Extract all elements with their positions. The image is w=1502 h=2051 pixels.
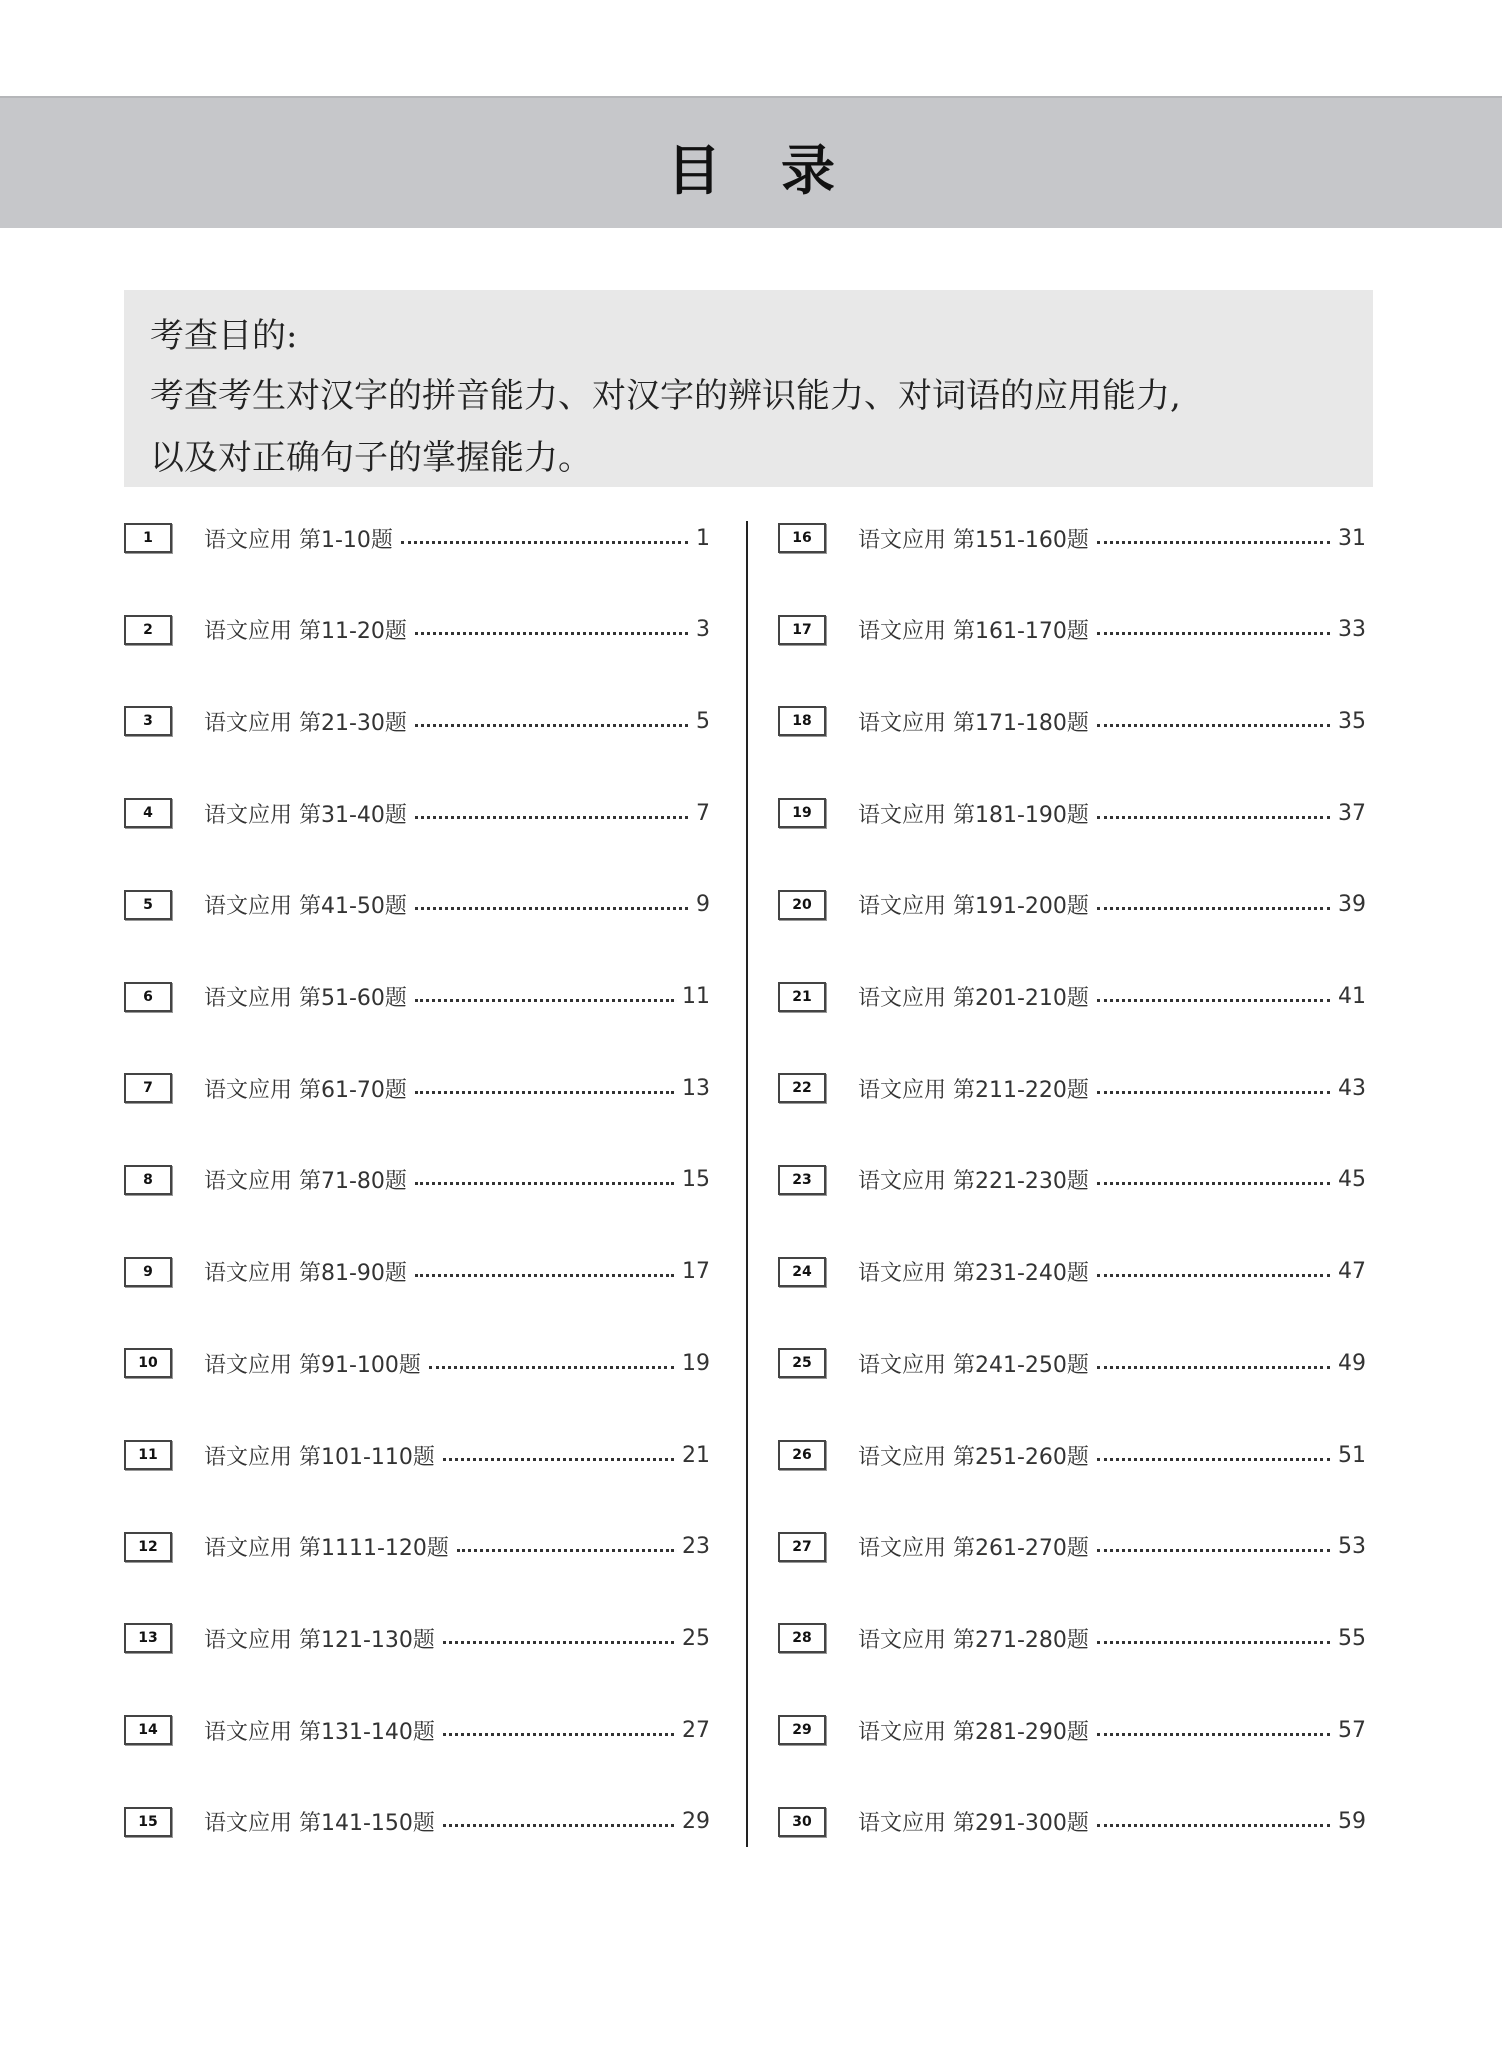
dot-leader <box>457 1549 674 1552</box>
toc-entry[interactable] <box>778 523 1366 553</box>
toc-entry[interactable] <box>124 615 710 645</box>
purpose-heading: 考查目的: <box>150 316 298 356</box>
entry-page-number: 57 <box>1338 1717 1366 1743</box>
entry-label: 语文应用 第231-240题 <box>858 1261 1089 1287</box>
toc-entry[interactable] <box>124 982 710 1012</box>
dot-leader <box>1097 1733 1330 1736</box>
toc-entry[interactable] <box>124 798 710 828</box>
entry-page-number: 31 <box>1338 525 1366 551</box>
toc-entry[interactable] <box>124 1165 710 1195</box>
dot-leader <box>415 1091 674 1094</box>
toc-entry[interactable] <box>124 523 710 553</box>
dot-leader <box>415 724 688 727</box>
entry-label: 语文应用 第1111-120题 <box>204 1536 449 1562</box>
toc-entry[interactable] <box>124 1348 710 1378</box>
entry-number-badge: 29 <box>778 1715 826 1745</box>
dot-leader <box>1097 999 1330 1002</box>
toc-entry[interactable] <box>124 1807 710 1837</box>
column-divider <box>746 521 748 1847</box>
dot-leader <box>415 816 688 819</box>
toc-entry[interactable] <box>778 798 1366 828</box>
entry-number-badge: 3 <box>124 706 172 736</box>
entry-number-badge: 22 <box>778 1073 826 1103</box>
entry-number-badge: 11 <box>124 1440 172 1470</box>
entry-label: 语文应用 第171-180题 <box>858 710 1089 736</box>
entry-page-number: 13 <box>682 1075 710 1101</box>
entry-number-badge: 27 <box>778 1532 826 1562</box>
dot-leader <box>415 999 674 1002</box>
dot-leader <box>1097 1274 1330 1277</box>
dot-leader <box>1097 1366 1330 1369</box>
entry-number-badge: 16 <box>778 523 826 553</box>
entry-page-number: 33 <box>1338 617 1366 643</box>
entry-number-badge: 12 <box>124 1532 172 1562</box>
dot-leader <box>1097 1641 1330 1644</box>
dot-leader <box>1097 907 1330 910</box>
entry-label: 语文应用 第241-250题 <box>858 1352 1089 1378</box>
entry-number-badge: 21 <box>778 982 826 1012</box>
entry-number-badge: 9 <box>124 1257 172 1287</box>
toc-entry[interactable] <box>124 1715 710 1745</box>
entry-label: 语文应用 第71-80题 <box>204 1169 407 1195</box>
entry-label: 语文应用 第41-50题 <box>204 894 407 920</box>
entry-label: 语文应用 第121-130题 <box>204 1627 435 1653</box>
dot-leader <box>1097 541 1330 544</box>
entry-number-badge: 28 <box>778 1623 826 1653</box>
toc-entry[interactable] <box>778 1440 1366 1470</box>
dot-leader <box>415 1182 674 1185</box>
toc-entry[interactable] <box>778 1532 1366 1562</box>
entry-label: 语文应用 第181-190题 <box>858 802 1089 828</box>
entry-label: 语文应用 第81-90题 <box>204 1261 407 1287</box>
entry-label: 语文应用 第21-30题 <box>204 710 407 736</box>
entry-number-badge: 1 <box>124 523 172 553</box>
dot-leader <box>1097 816 1330 819</box>
entry-page-number: 19 <box>682 1350 710 1376</box>
toc-entry[interactable] <box>124 1257 710 1287</box>
entry-label: 语文应用 第11-20题 <box>204 619 407 645</box>
dot-leader <box>443 1733 674 1736</box>
purpose-text-line-1: 考查考生对汉字的拼音能力、对汉字的辨识能力、对词语的应用能力, <box>150 376 1181 416</box>
entry-page-number: 3 <box>696 617 710 643</box>
entry-page-number: 55 <box>1338 1625 1366 1651</box>
toc-entry[interactable] <box>778 1715 1366 1745</box>
entry-page-number: 53 <box>1338 1534 1366 1560</box>
entry-number-badge: 17 <box>778 615 826 645</box>
toc-entry[interactable] <box>778 615 1366 645</box>
page-title: 目录 <box>667 139 895 202</box>
toc-entry[interactable] <box>778 982 1366 1012</box>
entry-number-badge: 8 <box>124 1165 172 1195</box>
toc-entry[interactable] <box>124 1623 710 1653</box>
dot-leader <box>1097 724 1330 727</box>
toc-entry[interactable] <box>778 1165 1366 1195</box>
entry-label: 语文应用 第291-300题 <box>858 1811 1089 1837</box>
entry-page-number: 49 <box>1338 1350 1366 1376</box>
entry-number-badge: 6 <box>124 982 172 1012</box>
toc-entry[interactable] <box>778 890 1366 920</box>
entry-label: 语文应用 第201-210题 <box>858 986 1089 1011</box>
entry-label: 语文应用 第31-40题 <box>204 802 407 828</box>
entry-page-number: 9 <box>696 892 710 918</box>
dot-leader <box>401 541 688 544</box>
entry-page-number: 59 <box>1338 1809 1366 1835</box>
toc-entry[interactable] <box>778 1073 1366 1103</box>
entry-page-number: 15 <box>682 1167 710 1193</box>
dot-leader <box>1097 1182 1330 1185</box>
entry-number-badge: 25 <box>778 1348 826 1378</box>
entry-number-badge: 14 <box>124 1715 172 1745</box>
entry-number-badge: 4 <box>124 798 172 828</box>
dot-leader <box>443 1824 674 1827</box>
toc-entry[interactable] <box>778 706 1366 736</box>
entry-label: 语文应用 第141-150题 <box>204 1811 435 1837</box>
dot-leader <box>429 1366 674 1369</box>
dot-leader <box>415 1274 674 1277</box>
dot-leader <box>415 907 688 910</box>
entry-label: 语文应用 第91-100题 <box>204 1352 421 1378</box>
entry-label: 语文应用 第151-160题 <box>858 527 1089 553</box>
entry-page-number: 1 <box>696 525 710 551</box>
entry-page-number: 7 <box>696 800 710 826</box>
entry-label: 语文应用 第131-140题 <box>204 1719 435 1745</box>
entry-number-badge: 23 <box>778 1165 826 1195</box>
entry-page-number: 37 <box>1338 800 1366 826</box>
entry-number-badge: 7 <box>124 1073 172 1103</box>
dot-leader <box>415 632 688 635</box>
toc-entry[interactable] <box>124 1440 710 1470</box>
dot-leader <box>1097 1091 1330 1094</box>
entry-number-badge: 20 <box>778 890 826 920</box>
entry-page-number: 29 <box>682 1809 710 1835</box>
purpose-text-line-2: 以及对正确句子的掌握能力。 <box>150 438 592 478</box>
entry-page-number: 45 <box>1338 1167 1366 1193</box>
dot-leader <box>1097 1549 1330 1552</box>
entry-label: 语文应用 第281-290题 <box>858 1719 1089 1745</box>
entry-number-badge: 24 <box>778 1257 826 1287</box>
entry-page-number: 51 <box>1338 1442 1366 1468</box>
entry-page-number: 5 <box>696 708 710 734</box>
purpose-box <box>124 290 1373 487</box>
entry-label: 语文应用 第271-280题 <box>858 1627 1089 1653</box>
toc-entry[interactable] <box>124 706 710 736</box>
entry-page-number: 11 <box>682 984 710 1009</box>
toc-entry[interactable] <box>778 1257 1366 1287</box>
entry-page-number: 21 <box>682 1442 710 1468</box>
entry-number-badge: 10 <box>124 1348 172 1378</box>
dot-leader <box>443 1641 674 1644</box>
entry-number-badge: 19 <box>778 798 826 828</box>
dot-leader <box>1097 1824 1330 1827</box>
entry-page-number: 41 <box>1338 984 1366 1009</box>
entry-number-badge: 18 <box>778 706 826 736</box>
entry-number-badge: 26 <box>778 1440 826 1470</box>
entry-number-badge: 15 <box>124 1807 172 1837</box>
entry-number-badge: 2 <box>124 615 172 645</box>
toc-entry[interactable] <box>124 1532 710 1562</box>
entry-page-number: 27 <box>682 1717 710 1743</box>
toc-entry[interactable] <box>124 890 710 920</box>
entry-page-number: 39 <box>1338 892 1366 918</box>
entry-label: 语文应用 第191-200题 <box>858 894 1089 920</box>
toc-entry[interactable] <box>778 1348 1366 1378</box>
toc-entry[interactable] <box>778 1623 1366 1653</box>
entry-label: 语文应用 第51-60题 <box>204 986 407 1011</box>
entry-number-badge: 5 <box>124 890 172 920</box>
dot-leader <box>443 1458 674 1461</box>
entry-page-number: 25 <box>682 1625 710 1651</box>
entry-label: 语文应用 第251-260题 <box>858 1444 1089 1470</box>
entry-label: 语文应用 第101-110题 <box>204 1444 435 1470</box>
entry-number-badge: 30 <box>778 1807 826 1837</box>
entry-page-number: 47 <box>1338 1259 1366 1285</box>
entry-page-number: 17 <box>682 1259 710 1285</box>
entry-label: 语文应用 第161-170题 <box>858 619 1089 645</box>
entry-number-badge: 13 <box>124 1623 172 1653</box>
title-banner <box>0 96 1502 228</box>
dot-leader <box>1097 1458 1330 1461</box>
entry-label: 语文应用 第61-70题 <box>204 1077 407 1103</box>
dot-leader <box>1097 632 1330 635</box>
entry-page-number: 43 <box>1338 1075 1366 1101</box>
entry-label: 语文应用 第221-230题 <box>858 1169 1089 1195</box>
toc-entry[interactable] <box>778 1807 1366 1837</box>
entry-label: 语文应用 第211-220题 <box>858 1077 1089 1103</box>
entry-page-number: 23 <box>682 1534 710 1560</box>
entry-label: 语文应用 第1-10题 <box>204 527 393 553</box>
entry-page-number: 35 <box>1338 708 1366 734</box>
toc-entry[interactable] <box>124 1073 710 1103</box>
entry-label: 语文应用 第261-270题 <box>858 1536 1089 1562</box>
